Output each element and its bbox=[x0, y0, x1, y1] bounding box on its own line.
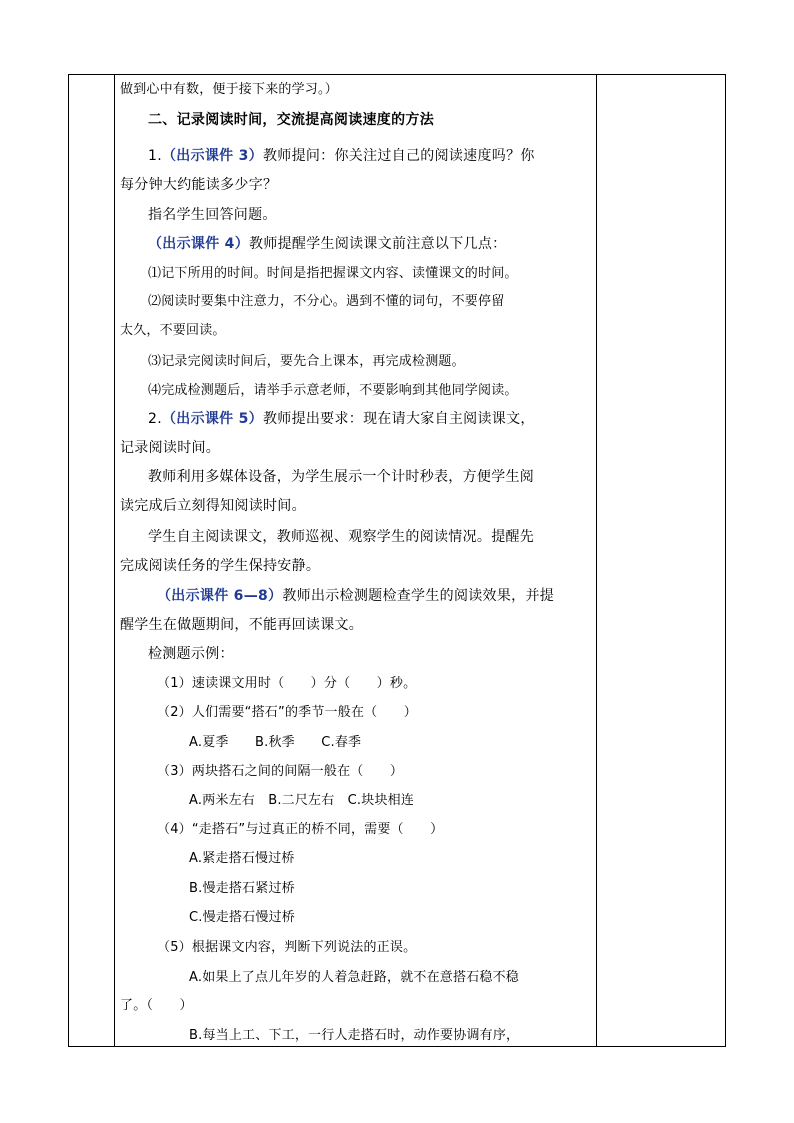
answer-option: B.慢走搭石紧过桥 bbox=[189, 881, 295, 896]
courseware-tag: （出示课件 3） bbox=[161, 148, 263, 164]
paragraph-line: 读完成后立刻得知阅读时间。 bbox=[120, 498, 306, 514]
paragraph-line: 完成阅读任务的学生保持安静。 bbox=[120, 558, 321, 574]
paragraph-line bbox=[148, 409, 535, 429]
paragraph-line bbox=[148, 146, 535, 166]
paragraph-line: 记录阅读时间。 bbox=[120, 440, 221, 456]
paragraph-text: 教师提问：你关注过自己的阅读速度吗？你 bbox=[262, 148, 535, 164]
paragraph-line bbox=[157, 586, 554, 606]
item-number: 2. bbox=[148, 411, 162, 427]
answer-option: A.两米左右 B.二尺左右 C.块块相连 bbox=[189, 793, 415, 808]
question-line: （1）速读课文用时（ ）分（ ）秒。 bbox=[157, 676, 417, 691]
paragraph-line: 教师利用多媒体设备，为学生展示一个计时秒表，方便学生阅 bbox=[148, 469, 535, 485]
question-line: （4）“走搭石”与过真正的桥不同，需要（ ） bbox=[157, 822, 444, 837]
answer-option: A.紧走搭石慢过桥 bbox=[189, 851, 295, 866]
courseware-tag: （出示课件 4） bbox=[148, 236, 250, 252]
paragraph-text: 教师提醒学生阅读课文前注意以下几点： bbox=[249, 236, 507, 252]
answer-option: A.夏季 B.秋季 C.春季 bbox=[189, 735, 362, 750]
statement-line: A.如果上了点儿年岁的人着急赶路，就不在意搭石稳不稳 bbox=[189, 970, 519, 985]
statement-line: 了。（ ） bbox=[120, 998, 193, 1013]
list-item: ⑶记录完阅读时间后，要先合上课本，再完成检测题。 bbox=[148, 354, 465, 369]
paragraph-line: 学生自主阅读课文，教师巡视、观察学生的阅读情况。提醒先 bbox=[148, 529, 535, 545]
paragraph-line: 做到心中有数，便于接下来的学习。） bbox=[120, 82, 338, 97]
statement-line: B.每当上工、下工，一行人走搭石时，动作要协调有序， bbox=[189, 1028, 520, 1043]
table-divider-left bbox=[114, 75, 115, 1046]
paragraph-text: 教师出示检测题检查学生的阅读效果，并提 bbox=[282, 588, 555, 604]
paragraph-line: 醒学生在做题期间，不能再回读课文。 bbox=[120, 617, 364, 633]
list-item: ⑴记下所用的时间。时间是指把握课文内容、读懂课文的时间。 bbox=[148, 266, 518, 281]
paragraph-line: 指名学生回答问题。 bbox=[148, 207, 277, 223]
question-line: （5）根据课文内容，判断下列说法的正误。 bbox=[157, 940, 417, 955]
question-line: （2）人们需要“搭石”的季节一般在（ ） bbox=[157, 705, 417, 720]
paragraph-line: 检测题示例： bbox=[148, 646, 234, 662]
section-heading: 二、记录阅读时间，交流提高阅读速度的方法 bbox=[148, 112, 434, 128]
paragraph-text: 教师提出要求：现在请大家自主阅读课文， bbox=[262, 411, 535, 427]
paragraph-line: 每分钟大约能读多少字？ bbox=[120, 177, 278, 193]
courseware-tag: （出示课件 5） bbox=[161, 411, 263, 427]
question-line: （3）两块搭石之间的间隔一般在（ ） bbox=[157, 764, 404, 779]
item-number: 1. bbox=[148, 148, 162, 164]
answer-option: C.慢走搭石慢过桥 bbox=[189, 910, 296, 925]
list-item: ⑵阅读时要集中注意力，不分心。遇到不懂的词句，不要停留 bbox=[148, 294, 505, 309]
courseware-tag: （出示课件 6—8） bbox=[157, 588, 283, 604]
paragraph-line bbox=[148, 234, 506, 254]
list-item: ⑷完成检测题后，请举手示意老师，不要影响到其他同学阅读。 bbox=[148, 383, 518, 398]
list-item: 太久，不要回读。 bbox=[120, 323, 226, 338]
table-divider-right bbox=[596, 75, 597, 1046]
